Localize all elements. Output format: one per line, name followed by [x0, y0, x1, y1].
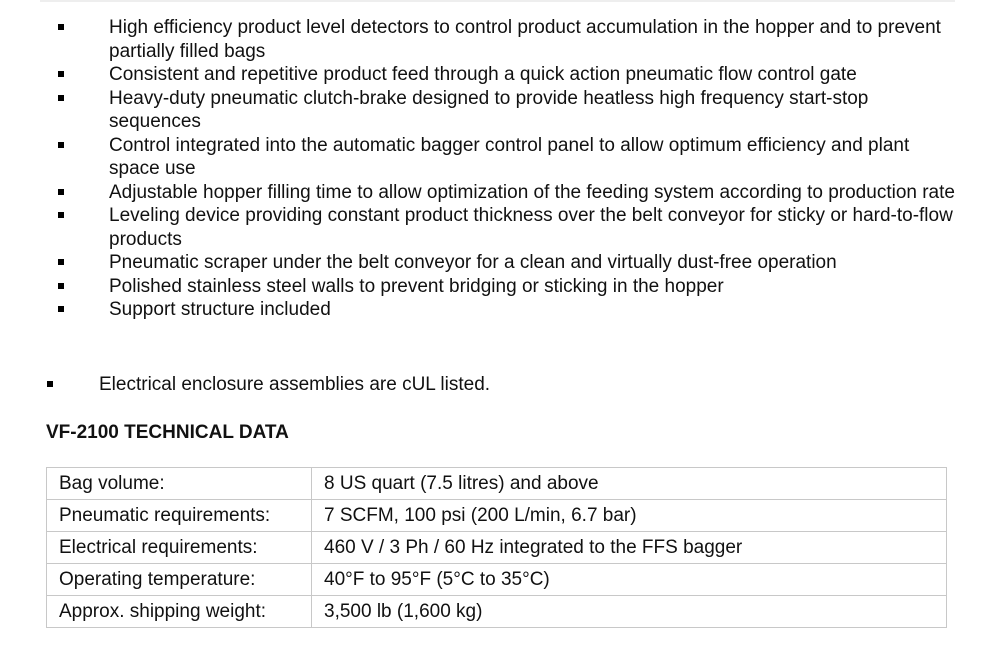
technical-data-table — [46, 467, 947, 628]
square-bullet-icon — [47, 381, 53, 387]
table-row — [47, 500, 947, 532]
square-bullet-icon — [58, 212, 64, 218]
feature-text: Control integrated into the automatic bagger control panel to allow optimum efficiency and plant space use — [109, 134, 910, 179]
spec-label: Operating temperature: — [47, 564, 312, 596]
spec-label: Bag volume: — [47, 468, 312, 500]
feature-item — [0, 275, 1000, 299]
feature-text: Consistent and repetitive product feed through a quick action pneumatic flow control gate — [109, 64, 857, 85]
table-row — [47, 596, 947, 628]
feature-item — [0, 181, 1000, 205]
square-bullet-icon — [58, 283, 64, 289]
top-divider — [40, 0, 955, 2]
square-bullet-icon — [58, 189, 64, 195]
feature-text: Pneumatic scraper under the belt conveyor for a clean and virtually dust-free operation — [109, 252, 837, 273]
square-bullet-icon — [58, 24, 64, 30]
feature-item — [0, 63, 1000, 87]
spec-label: Pneumatic requirements: — [47, 500, 312, 532]
feature-item — [0, 251, 1000, 275]
table-row — [47, 468, 947, 500]
feature-text: Leveling device providing constant product thickness over the belt conveyor for sticky or hard-to-flow products — [109, 205, 953, 250]
square-bullet-icon — [58, 142, 64, 148]
table-row — [47, 532, 947, 564]
certification-item — [0, 373, 1000, 397]
square-bullet-icon — [58, 71, 64, 77]
table-row — [47, 564, 947, 596]
spec-label: Electrical requirements: — [47, 532, 312, 564]
feature-item — [0, 204, 1000, 251]
spec-value: 40°F to 95°F (5°C to 35°C) — [312, 564, 947, 596]
spec-value: 8 US quart (7.5 litres) and above — [312, 468, 947, 500]
feature-item — [0, 16, 1000, 63]
feature-text: Adjustable hopper filling time to allow optimization of the feeding system according to production rate — [109, 181, 955, 203]
spec-value: 460 V / 3 Ph / 60 Hz integrated to the FFS bagger — [312, 532, 947, 564]
certification-text: Electrical enclosure assemblies are cUL listed. — [99, 374, 491, 395]
feature-item — [0, 87, 1000, 134]
feature-text: High efficiency product level detectors to control product accumulation in the hopper and to prevent partially filled bags — [109, 17, 941, 62]
feature-text: Support structure included — [109, 299, 331, 320]
spec-value: 7 SCFM, 100 psi (200 L/min, 6.7 bar) — [312, 500, 947, 532]
feature-text: Polished stainless steel walls to prevent bridging or sticking in the hopper — [109, 275, 724, 297]
section-title: VF-2100 TECHNICAL DATA — [46, 422, 289, 443]
feature-list — [0, 16, 1000, 322]
spec-label: Approx. shipping weight: — [47, 596, 312, 628]
square-bullet-icon — [58, 259, 64, 265]
feature-item — [0, 134, 1000, 181]
square-bullet-icon — [58, 306, 64, 312]
square-bullet-icon — [58, 95, 64, 101]
feature-text: Heavy-duty pneumatic clutch-brake designed to provide heatless high frequency start-stop sequences — [109, 87, 869, 132]
spec-value: 3,500 lb (1,600 kg) — [312, 596, 947, 628]
feature-item — [0, 298, 1000, 322]
